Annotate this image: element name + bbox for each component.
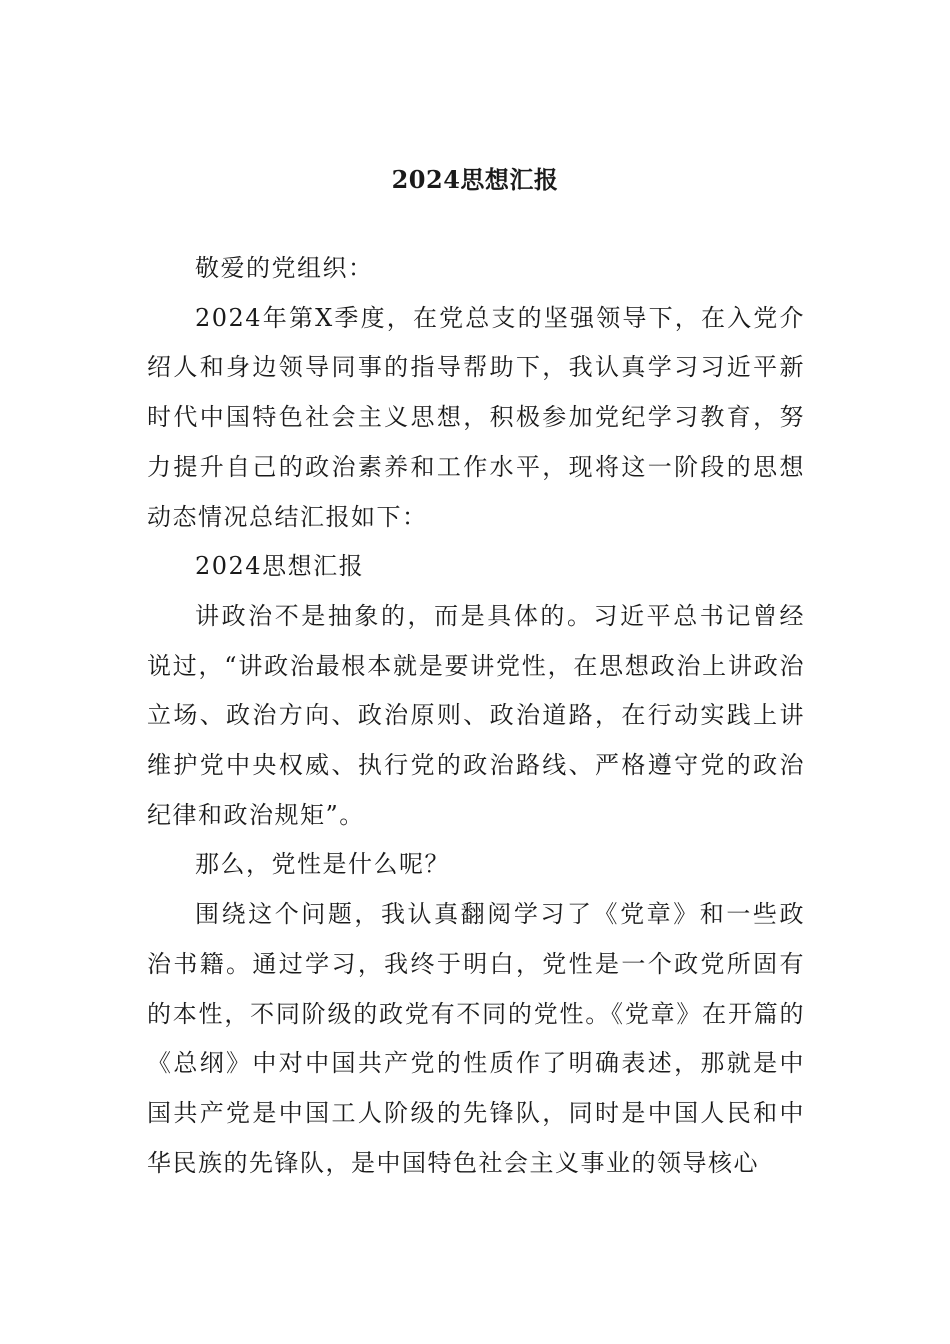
paragraph-intro: 2024年第X季度，在党总支的坚强领导下，在入党介绍人和身边领导同事的指导帮助下，我认真学习习近平新时代中国特色社会主义思想，积极参加党纪学习教育，努力提升自己的政治素养和工作水平，现将这一阶段的思想动态情况总结汇报如下： [147, 303, 805, 531]
document-body [147, 244, 805, 1188]
paragraph-party-nature: 围绕这个问题，我认真翻阅学习了《党章》和一些政治书籍。通过学习，我终于明白，党性是一个政党所固有的本性，不同阶级的政党有不同的党性。《党章》在开篇的《总纲》中对中国共产党的性质作了明确表述，那就是中国共产党是中国工人阶级的先锋队，同时是中国人民和中华民族的先锋队，是中国特色社会主义事业的领导核心 [147, 900, 805, 1177]
paragraph-question: 那么，党性是什么呢？ [195, 850, 450, 879]
section-heading: 2024思想汇报 [195, 552, 365, 581]
paragraph-politics: 讲政治不是抽象的，而是具体的。习近平总书记曾经说过，“讲政治最根本就是要讲党性，在思想政治上讲政治立场、政治方向、政治原则、政治道路，在行动实践上讲维护党中央权威、执行党的政治路线、严格遵守党的政治纪律和政治规矩”。 [147, 601, 805, 829]
salutation: 敬爱的党组织： [195, 254, 374, 282]
document-title: 2024思想汇报 [391, 165, 559, 194]
